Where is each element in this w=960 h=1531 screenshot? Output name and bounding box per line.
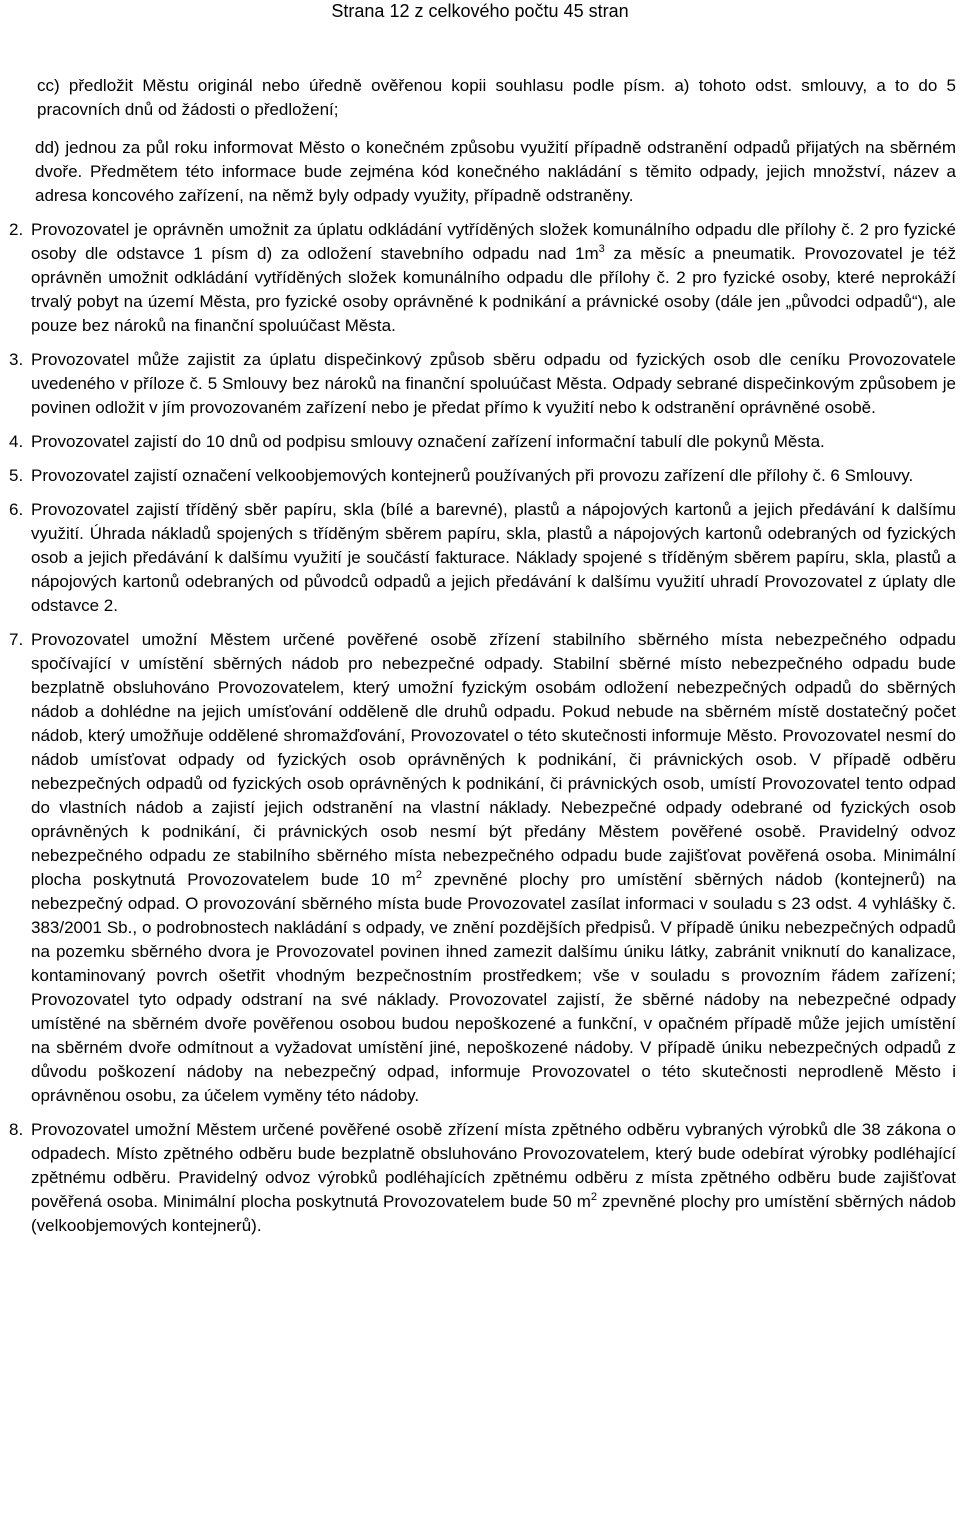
paragraph-text-a: Provozovatel zajistí označení velkoobjemových kontejnerů používaných při provozu zařízení dle přílohy č. 6 Smlouvy. — [31, 466, 914, 485]
paragraph-text — [31, 430, 956, 454]
subitem-dd-text-a: dd) jednou za půl roku informovat Město o konečném způsobu využití případně odstranění odpadů přijatých na sběrném dvoře. — [35, 138, 956, 181]
subitem-dd — [35, 136, 956, 208]
paragraph-2: 2. Provozovatel je oprávněn umožnit za úplatu odkládání vytříděných složek komunálního odpadu dle přílohy č. 2 pro fyzické osoby dle odstavce 1 písm d) za odložení stavebního odpadu nad $1m^3$ za měsíc a pneumatik. Provozovatel je též oprávněn umožnit odkládání vytříděných složek komunálního odpadu dle přílohy č. 2 pro fyzické osoby, které neprokáží trvalý pobyt na území Města, pro fyzické osoby oprávněné k podnikání a právnické osoby (dále jen „původci odpadů“), ale pouze bez nároků na finanční spoluúčast Města. — [31, 218, 956, 338]
paragraph-text — [31, 1118, 956, 1238]
superscript: 2 — [415, 869, 422, 881]
subitem-cc-text: cc) předložit Městu originál nebo úředně ověřenou kopii souhlasu podle písm. a) tohoto odst. smlouvy, a to do 5 pracovních dnů od žádosti o předložení; — [37, 76, 956, 119]
paragraph-text-b: zpevněné plochy pro umístění sběrných nádob (kontejnerů) na nebezpečný odpad. O provozování sběrného místa bude Provozovatel zasílat informaci v souladu s 23 odst. 4 vyhlášky č. 383/2001 Sb., o podrobnostech nakládání s odpady, ve znění pozdějších předpisů. V případě úniku nebezpečných odpadů na pozemku sběrného dvora je Provozovatel povinen ihned zamezit dalšímu úniku látky, zabránit vniknutí do kanalizace, kontaminovaný povrch ošetřit vhodným bezpečnostním prostředkem; vše v souladu s provozním řádem zařízení; Provozovatel tyto odpady odstraní na své náklady. Provozovatel zajistí, že sběrné nádoby na nebezpečné odpady umístěné na sběrném dvoře pověřenou osobou budou nepoškozené a funkční, v opačném případě může jejich umístění na sběrném dvoře odmítnout a vyžadovat umístění jiné, nepoškozené nádoby. V případě úniku nebezpečných odpadů z důvodu poškození nádoby na nebezpečný odpad, informuje Provozovatel o této skutečnosti neprodleně Město i oprávněnou osobu, za účelem vyměny této nádoby. — [31, 870, 956, 1105]
paragraph-5: 5. Provozovatel zajistí označení velkoobjemových kontejnerů používaných při provozu zařízení dle přílohy č. 6 Smlouvy. — [31, 464, 956, 488]
paragraph-text — [31, 628, 956, 1108]
paragraph-text-a: Provozovatel zajistí do 10 dnů od podpisu smlouvy označení zařízení informační tabulí dle pokynů Města. — [31, 432, 825, 451]
paragraph-text — [31, 348, 956, 420]
paragraph-text-a: Provozovatel umožní Městem určené pověřené osobě zřízení stabilního sběrného místa nebezpečného odpadu spočívající v umístění sběrných nádob pro nebezpečné odpady. Stabilní sběrné místo nebezpečného odpadu bude bezplatně obsluhováno Provozovatelem, který umožní fyzickým osobám odložení nebezpečných odpadů do sběrných nádob a dohlédne na jejich umísťování odděleně dle druhů odpadu. Pokud nebude na sběrném místě dostatečný počet nádob, který umožňuje oddělené shromažďování, Provozovatel o této skutečnosti informuje Město. Provozovatel nesmí do nádob umísťovat odpady od fyzických osob oprávněných k podnikání, či právnických osob. V případě odběru nebezpečných odpadů od fyzických osob oprávněných k podnikání, či právnických osob, umístí Provozovatel tento odpad do vlastních nádob a zajistí jejich odstranění na vlastní náklady. Nebezpečné odpady odebrané od fyzických osob oprávněných k podnikání, či právnických osob nesmí být předány Městem pověřené osobě. Pravidelný odvoz nebezpečného odpadu ze stabilního sběrného místa nebezpečného odpadu bude zajišťovat pověřená osoba. Minimální plocha poskytnutá Provozovatelem bude 10 m — [31, 630, 956, 889]
superscript: 3 — [598, 243, 605, 255]
subitem-dd-text-b: Předmětem této informace bude zejména kód konečného nakládání s těmito odpady, jejich množství, název a adresa koncového zařízení, na němž byly odpady využity, případně odstraněny. — [35, 162, 956, 205]
paragraph-text — [31, 218, 956, 338]
page-number-label: Strana 12 z celkového počtu 45 stran — [331, 1, 629, 21]
paragraph-text-a: Provozovatel může zajistit za úplatu dispečinkový způsob sběru odpadu od fyzických osob dle ceníku Provozovatele uvedeného v příloze č. 5 Smlouvy bez nároků na finanční spoluúčast Města. Odpady sebrané dispečinkovým způsobem je povinen odložit v jím provozovaném zařízení nebo je předat přímo k využití nebo k odstranění oprávněné osobě. — [31, 350, 956, 417]
paragraph-6: 6. Provozovatel zajistí tříděný sběr papíru, skla (bílé a barevné), plastů a nápojových kartonů a jejich předávání k dalšímu využití. Úhrada nákladů spojených s tříděným sběrem papíru, skla, plastů a nápojových kartonů odebraných od fyzických osob a jejich předávání k dalšímu využití je součástí fakturace. Náklady spojené s tříděným sběrem papíru, skla, plastů a nápojových kartonů odebraných od původců odpadů a jejich předávání k dalšímu využití uhradí Provozovatel z úplaty dle odstavce 2. — [31, 498, 956, 618]
paragraph-text-a: Provozovatel zajistí tříděný sběr papíru, skla (bílé a barevné), plastů a nápojových kartonů a jejich předávání k dalšímu využití. Úhrada nákladů spojených s tříděným sběrem papíru, skla, plastů a nápojových kartonů odebraných od fyzických osob a jejich předávání k dalšímu využití je součástí fakturace. Náklady spojené s tříděným sběrem papíru, skla, plastů a nápojových kartonů odebraných od původců odpadů a jejich předávání k dalšímu využití uhradí Provozovatel z úplaty dle odstavce 2. — [31, 500, 956, 615]
paragraph-text-b: za měsíc a pneumatik. Provozovatel je též oprávněn umožnit odkládání vytříděných složek komunálního odpadu dle přílohy č. 2 pro fyzické osoby, které neprokáží trvalý pobyt na území Města, pro fyzické osoby oprávněné k podnikání a právnické osoby (dále jen „původci odpadů“), ale pouze bez nároků na finanční spoluúčast Města. — [31, 244, 956, 335]
paragraph-4: 4. Provozovatel zajistí do 10 dnů od podpisu smlouvy označení zařízení informační tabulí dle pokynů Města. — [31, 430, 956, 454]
paragraph-text — [31, 498, 956, 618]
paragraph-text-a: Provozovatel je oprávněn umožnit za úplatu odkládání vytříděných složek komunálního odpadu dle přílohy č. 2 pro fyzické osoby dle odstavce 1 písm d) za odložení stavebního odpadu nad 1m — [31, 220, 956, 263]
paragraph-7: 7. Provozovatel umožní Městem určené pověřené osobě zřízení stabilního sběrného místa nebezpečného odpadu spočívající v umístění sběrných nádob pro nebezpečné odpady. Stabilní sběrné místo nebezpečného odpadu bude bezplatně obsluhováno Provozovatelem, který umožní fyzickým osobám odložení nebezpečných odpadů do sběrných nádob a dohlédne na jejich umísťování odděleně dle druhů odpadu. Pokud nebude na sběrném místě dostatečný počet nádob, který umožňuje oddělené shromažďování, Provozovatel o této skutečnosti informuje Město. Provozovatel nesmí do nádob umísťovat odpady od fyzických osob oprávněných k podnikání, či právnických osob. V případě odběru nebezpečných odpadů od fyzických osob oprávněných k podnikání, či právnických osob, umístí Provozovatel tento odpad do vlastních nádob a zajistí jejich odstranění na vlastní náklady. Nebezpečné odpady odebrané od fyzických osob oprávněných k podnikání, či právnických osob nesmí být předány Městem pověřené osobě. Pravidelný odvoz nebezpečného odpadu ze stabilního sběrného místa nebezpečného odpadu bude zajišťovat pověřená osoba. Minimální plocha poskytnutá Provozovatelem bude 10 $m^2$ zpevněné plochy pro umístění sběrných nádob (kontejnerů) na nebezpečný odpad. O provozování sběrného místa bude Provozovatel zasílat informaci v souladu s 23 odst. 4 vyhlášky č. 383/2001 Sb., o podrobnostech nakládání s odpady, ve znění pozdějších předpisů. V případě úniku nebezpečných odpadů na pozemku sběrného dvora je Provozovatel povinen ihned zamezit dalšímu úniku látky, zabránit vniknutí do kanalizace, kontaminovaný povrch ošetřit vhodným bezpečnostním prostředkem; vše v souladu s provozním řádem zařízení; Provozovatel tyto odpady odstraní na své náklady. Provozovatel zajistí, že sběrné nádoby na nebezpečné odpady umístěné na sběrném dvoře pověřenou osobou budou nepoškozené a funkční, v opačném případě může jejich umístění na sběrném dvoře odmítnout a vyžadovat umístění jiné, nepoškozené nádoby. V případě úniku nebezpečných odpadů z důvodu poškození nádoby na nebezpečný odpad, informuje Provozovatel o této skutečnosti neprodleně Město i oprávněnou osobu, za účelem vyměny této nádoby. — [31, 628, 956, 1108]
paragraph-text-b: zpevněné plochy pro umístění sběrných nádob (velkoobjemových kontejnerů). — [31, 1192, 956, 1235]
page-header — [0, 0, 960, 22]
document-body — [9, 74, 956, 1238]
paragraph-8: 8. Provozovatel umožní Městem určené pověřené osobě zřízení místa zpětného odběru vybraných výrobků dle 38 zákona o odpadech. Místo zpětného odběru bude bezplatně obsluhováno Provozovatelem, který bude odebírat výrobky podléhající zpětnému odběru. Pravidelný odvoz výrobků podléhajících zpětnému odběru z místa zpětného odběru bude zajišťovat pověřená osoba. Minimální plocha poskytnutá Provozovatelem bude 50 $m^2$ zpevněné plochy pro umístění sběrných nádob (velkoobjemových kontejnerů). — [31, 1118, 956, 1238]
superscript: 2 — [590, 1191, 598, 1203]
subitem-cc — [37, 74, 956, 122]
paragraph-text-a: Provozovatel umožní Městem určené pověřené osobě zřízení místa zpětného odběru vybraných výrobků dle 38 zákona o odpadech. Místo zpětného odběru bude bezplatně obsluhováno Provozovatelem, který bude odebírat výrobky podléhající zpětnému odběru. Pravidelný odvoz výrobků podléhajících zpětnému odběru z místa zpětného odběru bude zajišťovat pověřená osoba. Minimální plocha poskytnutá Provozovatelem bude 50 m — [31, 1120, 956, 1211]
paragraph-text — [31, 464, 956, 488]
paragraph-3: 3. Provozovatel může zajistit za úplatu dispečinkový způsob sběru odpadu od fyzických osob dle ceníku Provozovatele uvedeného v příloze č. 5 Smlouvy bez nároků na finanční spoluúčast Města. Odpady sebrané dispečinkovým způsobem je povinen odložit v jím provozovaném zařízení nebo je předat přímo k využití nebo k odstranění oprávněné osobě. — [31, 348, 956, 420]
